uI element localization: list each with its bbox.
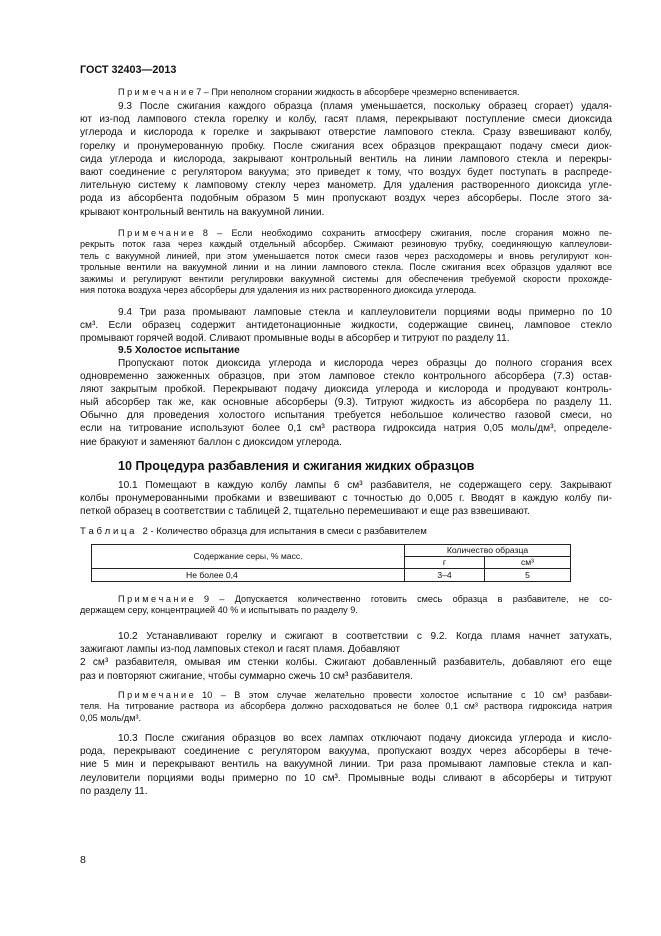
- table-row: [92, 569, 571, 582]
- note-7-text: 7 – При неполном сгорании жидкость в абсорбере чрезмерно вспенивается.: [196, 87, 520, 97]
- note-10: [80, 690, 612, 724]
- document-header: ГОСТ 32403—2013: [80, 64, 177, 76]
- paragraph-line: колбы пронумерованными пробками и взвешивают с точностью до 0,005 г. Вводят в каждую колбу пи-: [80, 493, 612, 505]
- note-label: П р и м е ч а н и е: [118, 228, 194, 238]
- paragraph-line: петкой образец в соответствии с таблицей 2, тщательно перемешивают и еще раз взвешивают.: [80, 506, 530, 518]
- paragraph-line: 2 см³ разбавителя, омывая им стенки колбы. Сжигают добавленный разбавитель, добавляют его еще: [80, 657, 612, 669]
- paragraph-line: раз и повторяют сжигание, чтобы суммарно сжечь 10 см³ разбавителя.: [80, 670, 413, 682]
- paragraph-9-5: [80, 357, 612, 449]
- paragraph-10-1: [80, 479, 612, 519]
- note-8-text: 8 – Если необходимо сохранить атмосферу сжигания, после сгорания можно пе-: [202, 228, 612, 238]
- paragraph-line: лительную систему к ламповому стеклу через манометр. Для удаления растворенного диоксида угле-: [80, 180, 612, 192]
- paragraph-line: углерода и кислорода к горелке и закрывают отверстие лампового стекла. Сразу взвешивают колбу,: [80, 127, 612, 139]
- paragraph-line: сида углерода и кислорода, закрывают контрольный вентиль на линии лампового стекла и перекры-: [80, 153, 612, 165]
- note-line: ния потока воздуха через абсорберы для удаления из них растворенного диоксида углерода.: [80, 284, 477, 295]
- paragraph-line: см³. Если образец содержит антидетонационные жидкости, содержащие свинец, ламповое стекло: [80, 320, 612, 332]
- paragraph-line: горелку и пронумерованную пробку. После сжигания всех образцов прекращают подачу смеси диок-: [80, 140, 612, 152]
- paragraph-line: рода, перекрывают соединение с регулятором вакуума, пропускают воздух через абсорберы в тече-: [80, 746, 612, 758]
- paragraph-line: 10.2 Устанавливают горелку и сжигают в соответствии с 9.2. Когда пламя начнет затухать,: [118, 631, 612, 642]
- section-10-heading: 10 Процедура разбавления и сжигания жидких образцов: [118, 459, 475, 473]
- note-9-line: [80, 594, 612, 605]
- note-label: П р и м е ч а н и е: [118, 87, 194, 97]
- col-header-amount: Количество образца: [405, 545, 571, 557]
- table-2-caption: [80, 526, 612, 538]
- paragraph-line: зажигают лампы из-под ламповых стекол и гасят пламя. Добавляют: [80, 644, 401, 656]
- note-line: тель с вакуумной линией, при этом уменьшается поток смеси газов через расходомеры и вновь регулируют кон-: [80, 250, 612, 261]
- note-9-text: 9 – Допускается количественно готовить смесь образца в разбавителе, не со-: [204, 594, 612, 604]
- note-line: держащем серу, концентрацией 40 % и испытывать по разделу 9.: [80, 605, 358, 616]
- paragraph-line: 10.3 После сжигания образцов во всех лампах отключают подачу диоксида углерода и кисло-: [118, 733, 612, 744]
- paragraph-line: ние бракуют и заменяют баллон с диоксидом углерода.: [80, 436, 342, 448]
- paragraph-10-3: [80, 732, 612, 798]
- table-2: [91, 544, 571, 582]
- paragraph-line: 9.3 После сжигания каждого образца (пламя уменьшается, поскольку образец сгорает) удаля-: [118, 101, 612, 112]
- page-number: 8: [80, 854, 86, 866]
- paragraph-line: крывают контрольный вентиль на вакуумной линии.: [80, 206, 325, 218]
- paragraph-line: 9.4 Три раза промывают ламповые стекла и каплеуловители порциями воды примерно по 10: [118, 307, 612, 318]
- note-10-text: 10 – В этом случае желательно провести холостое испытание с 10 см³ разбави-: [202, 690, 612, 700]
- note-10-line: [80, 690, 612, 701]
- col-header-g: г: [405, 557, 485, 569]
- paragraph-line: по разделу 11.: [80, 785, 148, 797]
- table-caption-text: 2 - Количество образца для испытания в смеси с разбавителем: [142, 526, 427, 537]
- paragraph-10-2: [80, 630, 612, 683]
- note-7-line: [80, 87, 612, 98]
- col-header-sulfur: Содержание серы, % масс.: [92, 545, 405, 569]
- note-9: [80, 594, 612, 617]
- paragraph-line: ние 5 мин и перекрывают вентиль на вакуумной линии. Три раза промывают ламповые стекла и кап-: [80, 759, 612, 771]
- heading-9-5: 9.5 Холостое испытание: [118, 344, 240, 356]
- paragraph-line: ляют закрытым пробкой. Перекрывают подачу диоксида углерода и кислорода и продувают контроль-: [80, 383, 612, 395]
- note-label: П р и м е ч а н и е: [118, 690, 194, 700]
- col-header-cm3: см³: [485, 557, 571, 569]
- paragraph-line: вают соединение с регулятором вакуума; это приведет к тому, что воздух будет поступать в распреде-: [80, 166, 612, 178]
- note-line: зажимы и регулируют вентили регулировки вакуумной системы для обеспечения требуемой скорости прохожде-: [80, 273, 612, 284]
- cell-cm3: 5: [485, 569, 571, 582]
- paragraph-line: Пропускают поток диоксида углерода и кислорода через образцы до полного сгорания всех: [118, 357, 612, 369]
- note-line: 0,05 моль/дм³.: [80, 712, 142, 723]
- paragraph-line: рода из абсорбента подобным образом 5 мин пропускают воздух через абсорберы. После этого за-: [80, 193, 612, 205]
- note-label: П р и м е ч а н и е: [118, 594, 194, 604]
- cell-g: 3–4: [405, 569, 485, 582]
- note-8-line: [80, 228, 612, 239]
- cell-sulfur: Не более 0,4: [92, 569, 405, 582]
- note-line: трольные вентили на вакуумной линии и на линии лампового стекла. После сжигания всех образцов удаляют все: [80, 262, 612, 273]
- paragraph-line: ный абсорбер так же, как основные абсорберы (9.3). Титруют жидкость из абсорбера по разделу 11.: [80, 397, 612, 409]
- table-label: Т а б л и ц а: [80, 526, 135, 537]
- paragraph-line: если на титрование используют более 0,1 см³ раствора гидроксида натрия 0,05 моль/дм³, определе-: [80, 423, 612, 435]
- paragraph-line: 10.1 Помещают в каждую колбу лампы 6 см³ разбавителя, не содержащего серу. Закрывают: [118, 480, 612, 491]
- paragraph-line: Обычно для проведения холостого испытания требуется небольшое количество газовой смеси, но: [80, 410, 612, 422]
- paragraph-line: ют из-под лампового стекла горелку и колбу, гасят пламя, перекрывают поступление смеси диоксида: [80, 114, 612, 126]
- table-header-row: [92, 545, 571, 557]
- paragraph-line: промывают горячей водой. Сливают промывные воды в абсорбер и титруют по разделу 11.: [80, 333, 510, 345]
- paragraph-9-4: [80, 306, 612, 346]
- note-8: [80, 228, 612, 296]
- paragraph-line: одновременно зажженных образцов, при этом ламповое стекло контрольного абсорбера (7.3) остав-: [80, 370, 612, 382]
- paragraph-line: леуловители порциями воды примерно по 10 см³. Промывные воды сливают в абсорберы и титруют: [80, 772, 612, 784]
- note-line: рекрыть поток газа через каждый отдельный абсорбер. Сжимают резиновую трубку, соединяющую каплеулови-: [80, 239, 612, 250]
- paragraph-9-3: [80, 100, 612, 219]
- note-7: [80, 87, 612, 98]
- note-line: теля. На титрование раствора из абсорбера должно расходоваться не более 0,1 см³ раствора гидроксида натрия: [80, 701, 612, 712]
